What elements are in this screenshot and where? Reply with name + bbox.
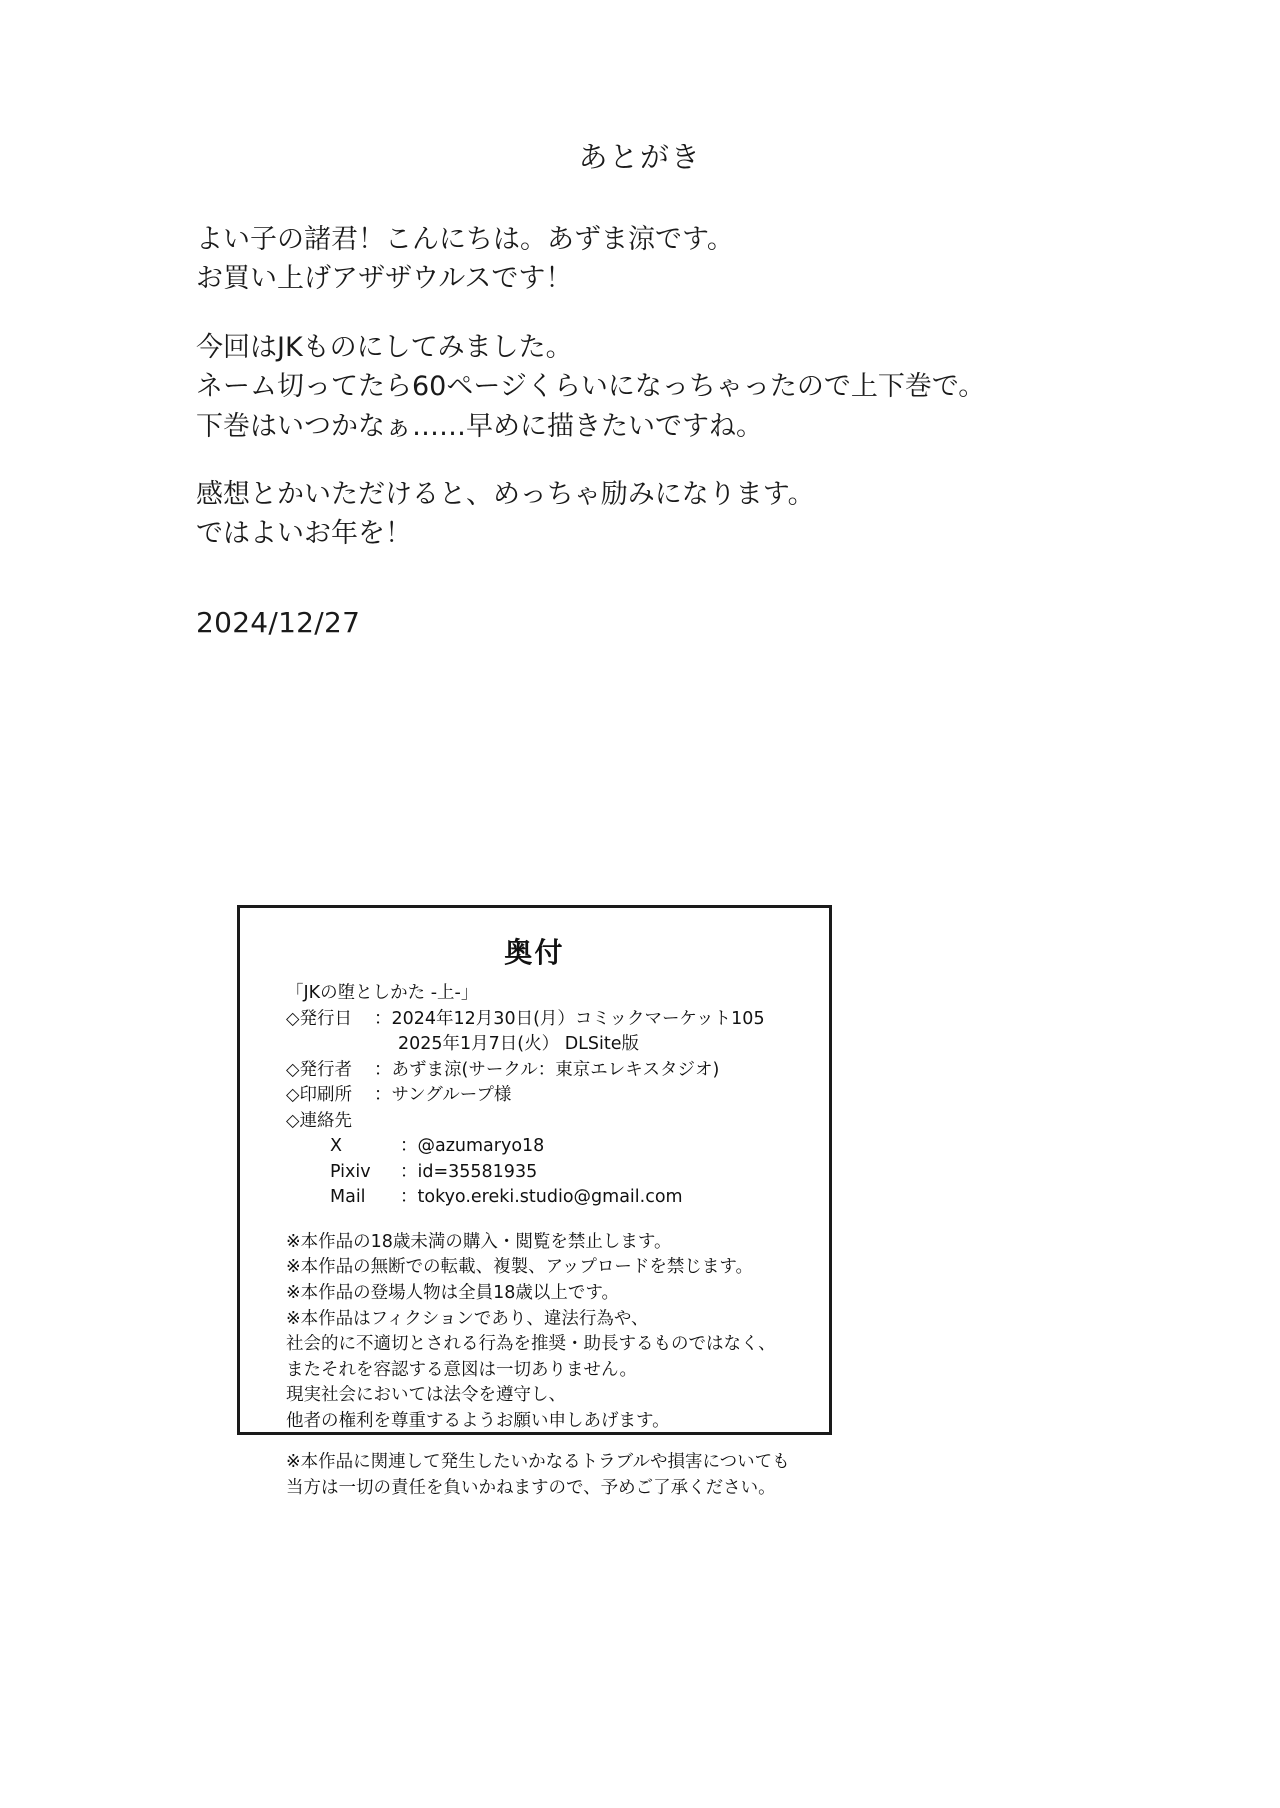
afterword-line: お買い上げアザザウルスです！ — [196, 263, 573, 295]
colophon-disclaimer — [286, 1450, 829, 1501]
colophon-row-printer — [286, 1083, 829, 1109]
contact-row-x — [286, 1134, 829, 1160]
contact-row-mail — [286, 1185, 829, 1211]
afterword-title: あとがき — [578, 140, 702, 174]
contact-label: X — [330, 1136, 342, 1157]
colophon-row-publish-date-2 — [286, 1032, 829, 1058]
afterword-line: 今回はJKものにしてみました。 — [196, 331, 573, 363]
disclaimer-line: ※本作品に関連して発生したいかなるトラブルや損害についても — [286, 1452, 790, 1473]
afterword-section — [0, 135, 1280, 639]
row-label: ◇発行日 — [286, 1008, 352, 1029]
row-label: ◇印刷所 — [286, 1085, 352, 1106]
section-gap — [286, 1211, 829, 1230]
row-label: ◇発行者 — [286, 1059, 352, 1080]
note-line: ※本作品の登場人物は全員18歳以上です。 — [286, 1283, 620, 1304]
work-title: 「JKの堕としかた -上-」 — [286, 983, 479, 1003]
note-line: またそれを容認する意図は一切ありません。 — [286, 1359, 638, 1380]
note-line: 他者の権利を尊重するようお願い申しあげます。 — [286, 1410, 670, 1431]
note-line: 現実社会においては法令を遵守し、 — [286, 1385, 566, 1406]
contact-row-pixiv — [286, 1160, 829, 1186]
paragraph-gap — [196, 299, 1096, 328]
note-line: ※本作品の無断での転載、複製、アップロードを禁じます。 — [286, 1257, 754, 1278]
contact-sep: ： — [400, 1161, 418, 1182]
row-value: あずま涼(サークル：東京エレキスタジオ) — [391, 1059, 720, 1080]
afterword-line: ネーム切ってたら60ページくらいになっちゃったので上下巻で。 — [196, 371, 986, 403]
colophon-box — [237, 905, 832, 1498]
row-label: ◇連絡先 — [286, 1110, 352, 1131]
section-gap — [286, 1434, 829, 1450]
afterword-line: 下巻はいつかなぁ……早めに描きたいですね。 — [196, 410, 763, 442]
colophon-row-contact — [286, 1109, 829, 1135]
row-sep: ： — [374, 1008, 392, 1029]
contact-value[interactable]: @azumaryo18 — [417, 1136, 545, 1157]
contact-sep: ： — [400, 1136, 418, 1157]
contact-value[interactable]: tokyo.ereki.studio@gmail.com — [417, 1187, 683, 1208]
contact-label: Pixiv — [330, 1161, 371, 1182]
note-line: 社会的に不適切とされる行為を推奨・助長するものではなく、 — [286, 1334, 776, 1355]
colophon-title: 奥付 — [504, 936, 565, 969]
row-value: 2024年12月30日(月）コミックマーケット105 — [391, 1008, 765, 1029]
disclaimer-line: 当方は一切の責任を負いかねますので、予めご了承ください。 — [286, 1477, 776, 1498]
row-value: サングループ様 — [391, 1085, 512, 1106]
colophon-content — [240, 981, 829, 1501]
afterword-line: ではよいお年を！ — [196, 518, 412, 550]
afterword-line: よい子の諸君！こんにちは。あずま涼です。 — [196, 224, 734, 255]
row-sep: ： — [374, 1085, 392, 1106]
colophon-notes — [286, 1230, 829, 1434]
row-sep: ： — [374, 1059, 392, 1080]
note-line: ※本作品はフィクションであり、違法行為や、 — [286, 1308, 649, 1329]
paragraph-gap — [196, 446, 1096, 475]
afterword-date: 2024/12/27 — [196, 605, 361, 639]
contact-value[interactable]: id=35581935 — [417, 1161, 538, 1182]
contact-sep: ： — [400, 1187, 418, 1208]
afterword-line: 感想とかいただけると、めっちゃ励みになります。 — [196, 479, 815, 511]
colophon-row-publisher — [286, 1058, 829, 1084]
note-line: ※本作品の18歳未満の購入・閲覧を禁止します。 — [286, 1231, 672, 1252]
afterword-body — [196, 220, 1096, 554]
contact-label: Mail — [330, 1187, 366, 1208]
colophon-row-publish-date — [286, 1007, 829, 1033]
row-value: 2025年1月7日(火） DLSite版 — [398, 1034, 640, 1055]
